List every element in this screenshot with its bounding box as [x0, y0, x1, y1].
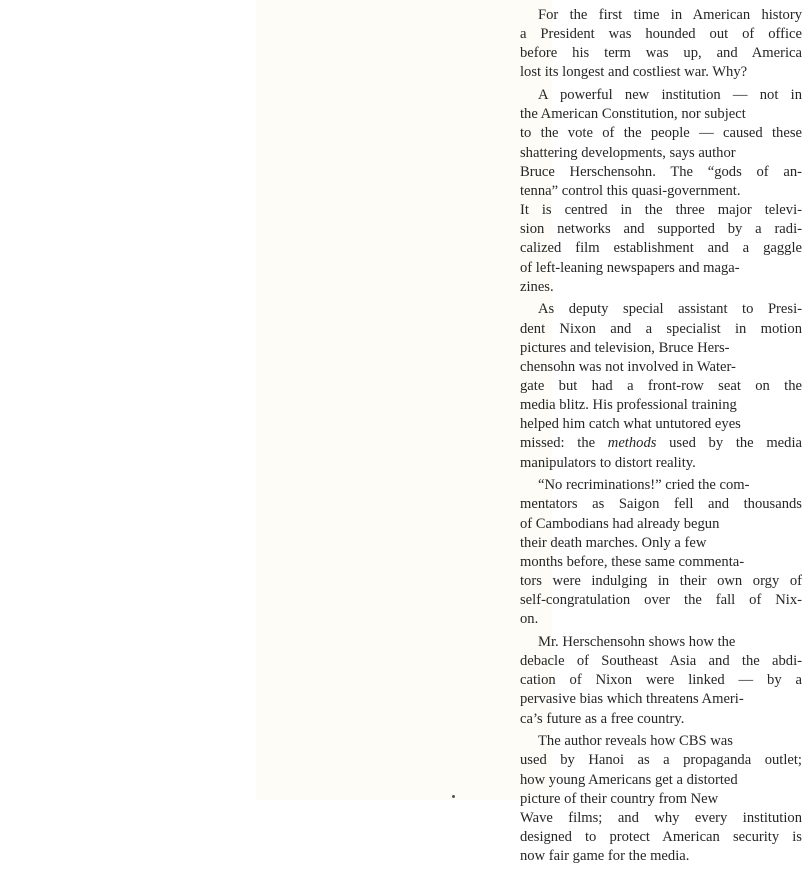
text-line-methods [520, 434, 802, 453]
paragraph-1 [520, 6, 802, 83]
text-line: tors were indulging in their own orgy of [520, 573, 802, 590]
text-line: on. [520, 611, 539, 628]
text-line: media blitz. His professional training [520, 397, 737, 414]
text-line: a President was hounded out of office [520, 26, 802, 43]
text-line: to the vote of the people — caused these [520, 125, 802, 142]
text-line: The author reveals how CBS was [538, 733, 733, 750]
paragraph-2 [520, 86, 802, 297]
text-line: pictures and television, Bruce Hers- [520, 339, 730, 356]
text-line: calized film establishment and a gaggle [520, 240, 802, 257]
text-line: tenna” control this quasi-government. [520, 182, 741, 199]
paragraph-4 [520, 476, 802, 629]
text-line: how young Americans get a distorted [520, 771, 738, 788]
text-line: A powerful new institution — not in [538, 87, 802, 104]
text-line: designed to protect American security is [520, 829, 802, 846]
text-line: of Cambodians had already begun [520, 515, 720, 532]
text-fragment: missed: the [520, 435, 608, 452]
text-line: months before, these same commenta- [520, 553, 745, 570]
text-line: ca’s future as a free country. [520, 710, 685, 727]
text-line: used by Hanoi as a propaganda outlet; [520, 752, 802, 769]
text-line: As deputy special assistant to Presi- [538, 301, 802, 318]
print-speck [452, 795, 455, 798]
text-line: self-congratulation over the fall of Nix- [520, 592, 802, 609]
text-line: mentators as Saigon fell and thousands [520, 496, 802, 513]
text-line: picture of their country from New [520, 790, 719, 807]
text-line: cation of Nixon were linked — by a [520, 672, 802, 689]
text-line: zines. [520, 278, 554, 295]
text-line: Mr. Herschensohn shows how the [538, 634, 736, 650]
text-line: debacle of Southeast Asia and the abdi- [520, 653, 802, 670]
text-fragment: used by the media [656, 435, 802, 452]
paragraph-6 [520, 732, 802, 866]
text-line: of left-leaning newspapers and maga- [520, 259, 740, 276]
paragraph-3 [520, 300, 802, 472]
emphasis-methods: methods [607, 435, 657, 452]
text-line: shattering developments, says author [520, 144, 736, 161]
text-line: dent Nixon and a specialist in motion [520, 320, 802, 337]
paragraph-5 [520, 633, 802, 729]
text-line: chensohn was not involved in Water- [520, 358, 736, 375]
text-line: lost its longest and costliest war. Why? [520, 64, 748, 81]
text-line: Bruce Herschensohn. The “gods of an- [520, 163, 802, 180]
text-column [520, 6, 802, 870]
book-flap-strip [256, 0, 802, 865]
text-line: their death marches. Only a few [520, 534, 707, 551]
text-line: pervasive bias which threatens Ameri- [520, 691, 744, 708]
text-line: sion networks and supported by a radi- [520, 221, 802, 238]
text-line: helped him catch what untutored eyes [520, 416, 741, 433]
text-line: It is centred in the three major televi- [520, 202, 802, 219]
text-line: before his term was up, and America [520, 45, 802, 62]
text-line: now fair game for the media. [520, 848, 690, 865]
text-line: the American Constitution, nor subject [520, 106, 746, 123]
text-line: manipulators to distort reality. [520, 454, 696, 471]
text-line: “No recriminations!” cried the com- [538, 477, 750, 494]
text-line: Wave films; and why every institution [520, 809, 802, 826]
text-line: gate but had a front-row seat on the [520, 377, 802, 394]
text-line: For the first time in American history [538, 7, 802, 23]
